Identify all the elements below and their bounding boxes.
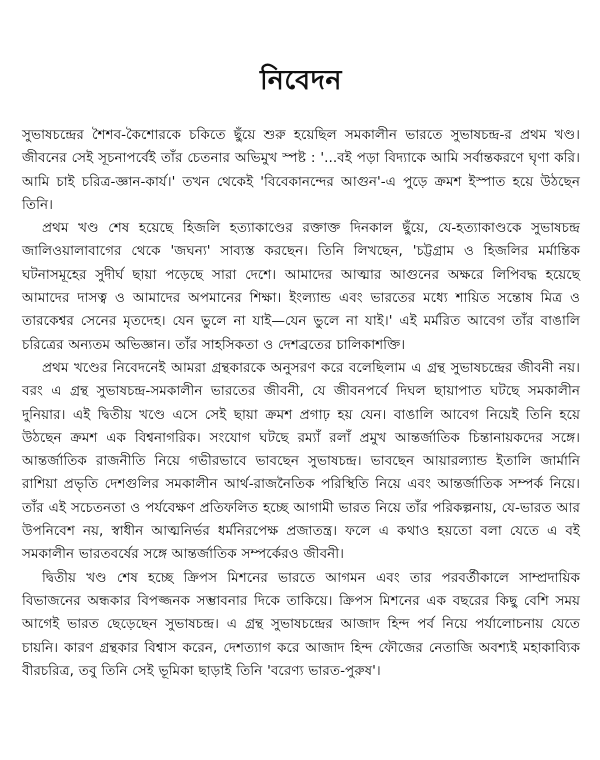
- paragraph-1: সুভাষচন্দ্রের শৈশব-কৈশোরকে চকিতে ছুঁয়ে শুরু হয়েছিল সমকালীন ভারতে সুভাষচন্দ্র-র প্রথম খণ্ড। জীবনের সেই সূচনাপর্বেই তাঁর চেতনার অভিমুখ স্পষ্ট : '...বই পড়া বিদ্যাকে আমি সর্বান্তকরণে ঘৃণা করি। আমি চাই চরিত্র-জ্ঞান-কার্য।' তখন থেকেই 'বিবেকানন্দের আগুন'-এ পুড়ে ক্রমশ ইস্পাত হয়ে উঠছেন তিনি।: [22, 127, 580, 213]
- paragraph-4: দ্বিতীয় খণ্ড শেষ হচ্ছে ক্রিপস মিশনের ভারতে আগমন এবং তার পরবর্তীকালে সাম্প্রদায়িক বিভাজনের অন্ধকার বিপজ্জনক সম্ভাবনার দিকে তাকিয়ে। ক্রিপস মিশনের এক বছরের কিছু বেশি সময় আগেই ভারত ছেড়েছেন সুভাষচন্দ্র। এ গ্রন্থ সুভাষচন্দ্রের আজাদ হিন্দ পর্ব নিয়ে পর্যালোচনায় যেতে চায়নি। কারণ গ্রন্থকার বিশ্বাস করেন, দেশত্যাগ করে আজাদ হিন্দ ফৌজের নেতাজি অবশ্যই মহাকাব্যিক বীরচরিত্র, তবু তিনি সেই ভূমিকা ছাড়াই তিনি 'বরেণ্য ভারত-পুরুষ'।: [22, 569, 580, 679]
- paragraph-3: প্রথম খণ্ডের নিবেদনেই আমরা গ্রন্থকারকে অনুসরণ করে বলেছিলাম এ গ্রন্থ সুভাষচন্দ্রের জীবনী নয়। বরং এ গ্রন্থ সুভাষচন্দ্র-সমকালীন ভারতের জীবনী, যে জীবনপর্বে দিঘল ছায়াপাত ঘটছে সমকালীন দুনিয়ার। এই দ্বিতীয় খণ্ডে এসে সেই ছায়া ক্রমশ প্রগাঢ় হয় যেন। বাঙালি আবেগ নিয়েই তিনি হয়ে উঠছেন ক্রমশ এক বিশ্বনাগরিক। সংযোগ ঘটছে রম্যাঁ রলাঁ প্রমুখ আন্তর্জাতিক চিন্তানায়কদের সঙ্গে। আন্তর্জাতিক রাজনীতি নিয়ে গভীরভাবে ভাবছেন সুভাষচন্দ্র। ভাবছেন আয়ারল্যান্ড ইতালি জার্মানি রাশিয়া প্রভৃতি দেশগুলির সমকালীন আর্থ-রাজনৈতিক পরিস্থিতি নিয়ে এবং আন্তর্জাতিক সম্পর্ক নিয়ে। তাঁর এই সচেতনতা ও পর্যবেক্ষণ প্রতিফলিত হচ্ছে আগামী ভারত নিয়ে তাঁর পরিকল্পনায়, যে-ভারত আর উপনিবেশ নয়, স্বাধীন আত্মনির্ভর ধর্মনিরপেক্ষ প্রজাতন্ত্র। ফলে এ কথাও হয়তো বলা যেতে এ বই সমকালীন ভারতবর্ষের সঙ্গে আন্তর্জাতিক সম্পর্কেরও জীবনী।: [22, 359, 580, 563]
- page-title: নিবেদন: [259, 65, 343, 96]
- paragraph-2: প্রথম খণ্ড শেষ হয়েছে হিজলি হত্যাকাণ্ডের রক্তাক্ত দিনকাল ছুঁয়ে, যে-হত্যাকাণ্ডকে সুভাষচন্দ্র জালিওয়ালাবাগের থেকে 'জঘন্য' সাব্যস্ত করছেন। তিনি লিখছেন, 'চট্টগ্রাম ও হিজলির মর্মান্তিক ঘটনাসমূহের সুদীর্ঘ ছায়া পড়েছে সারা দেশে। আমাদের আত্মার আগুনের অক্ষরে লিপিবদ্ধ হয়েছে আমাদের দাসত্ব ও আমাদের অপমানের শিক্ষা। ইংল্যান্ড এবং ভারতের মধ্যে শায়িত সন্তোষ মিত্র ও তারকেশ্বর সেনের মৃতদেহ। যেন ভুলে না যাই—যেন ভুলে না যাই।' এই মর্মরিত আবেগ তাঁর বাঙালি চরিত্রের অন্যতম অভিজ্ঞান। তাঁর সাহসিকতা ও দেশব্রতের চালিকাশক্তি।: [22, 220, 580, 353]
